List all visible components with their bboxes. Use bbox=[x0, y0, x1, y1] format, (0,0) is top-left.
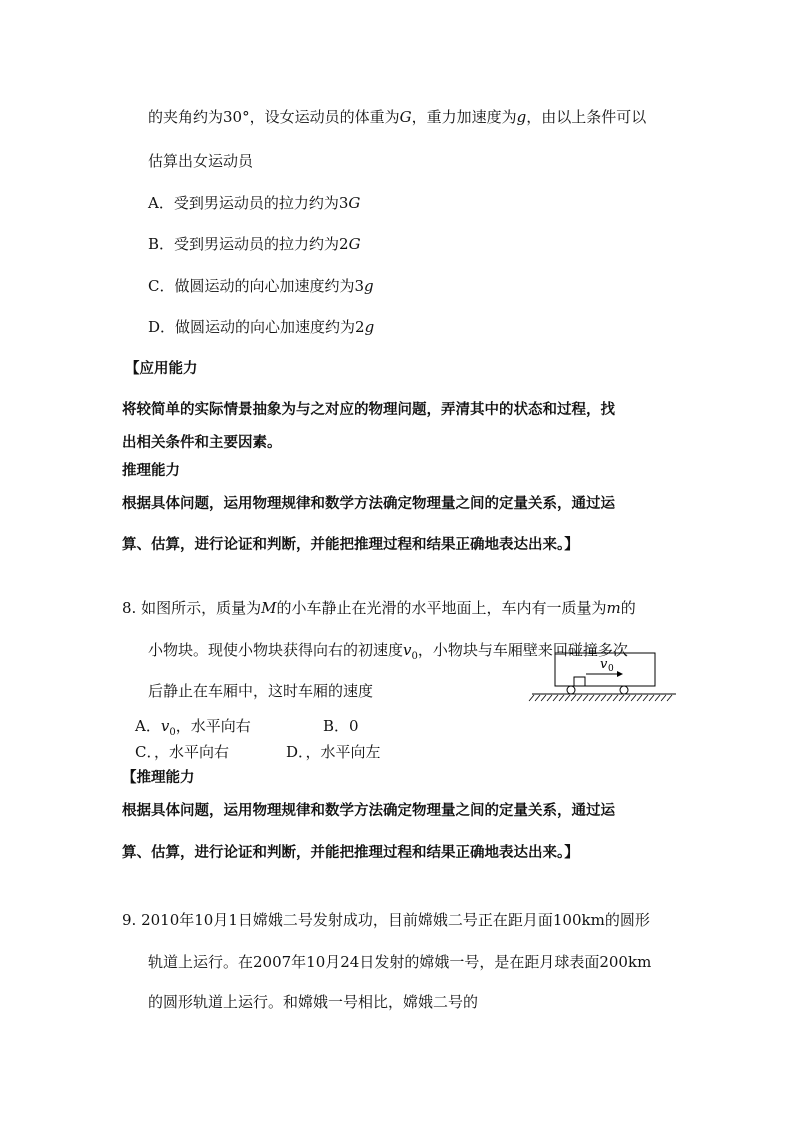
cart-figure bbox=[528, 647, 684, 705]
q9-line-3: 的圆形轨道上运行。和嫦娥一号相比，嫦娥二号的 bbox=[148, 993, 479, 1011]
q7-option-a-text: A．受到男运动员的拉力约为3 bbox=[148, 194, 349, 212]
q8-line2-text: 小物块。现使小物块获得向右的初速度 bbox=[148, 641, 404, 659]
q9-line-2: 轨道上运行。在2007年10月24日发射的嫦娥一号，是在距月球表面200km bbox=[148, 953, 652, 971]
q8-option-d: D．，水平向左 bbox=[286, 743, 381, 761]
q8-option-a-label: A． bbox=[135, 717, 161, 735]
var-m: m bbox=[606, 599, 621, 617]
var-G: G bbox=[399, 108, 412, 126]
q7-option-d-var: g bbox=[364, 318, 375, 336]
note1-text-1b: 出相关条件和主要因素。 bbox=[122, 435, 282, 451]
q7-option-d bbox=[148, 317, 374, 337]
q7-line1-text: 的夹角约为30°，设女运动员的体重为 bbox=[148, 108, 400, 126]
q7-option-a-var: G bbox=[348, 194, 361, 212]
q8-line1-mid: 的小车静止在光滑的水平地面上，车内有一质量为 bbox=[276, 599, 607, 617]
block bbox=[574, 677, 585, 686]
cart-diagram bbox=[528, 647, 684, 705]
q8-option-a-var: v bbox=[160, 717, 170, 735]
q8-option-a-sub: 0 bbox=[169, 727, 176, 738]
note2-text-a: 根据具体问题，运用物理规律和数学方法确定物理量之间的定量关系，通过运 bbox=[122, 803, 615, 819]
q8-line-3: 后静止在车厢中，这时车厢的速度 bbox=[148, 682, 374, 700]
velocity-label: v bbox=[600, 657, 608, 672]
var-M: M bbox=[261, 599, 277, 617]
q7-option-b-var: G bbox=[348, 235, 361, 253]
q8-option-a-text: ，水平向右 bbox=[175, 717, 251, 735]
velocity-subscript: 0 bbox=[608, 664, 614, 674]
note1-heading-application: 【应用能力 bbox=[125, 361, 198, 377]
note1-text-2a: 根据具体问题，运用物理规律和数学方法确定物理量之间的定量关系，通过运 bbox=[122, 496, 615, 512]
q8-line-1 bbox=[122, 598, 636, 618]
q7-option-d-text: D．做圆运动的向心加速度约为2 bbox=[148, 318, 365, 336]
q8-option-c: C．，水平向右 bbox=[135, 743, 229, 761]
note2-text-b: 算、估算，进行论证和判断，并能把推理过程和结果正确地表达出来。】 bbox=[122, 845, 579, 861]
q7-line-1 bbox=[148, 107, 646, 127]
q8-line1-post: 的 bbox=[620, 599, 636, 617]
note1-heading-reasoning: 推理能力 bbox=[122, 463, 180, 479]
q7-option-c-text: C．做圆运动的向心加速度约为3 bbox=[148, 277, 365, 295]
q7-line-2: 估算出女运动员 bbox=[148, 152, 254, 170]
q8-line1-text: 8. 如图所示，质量为 bbox=[122, 599, 262, 617]
var-v-subscript: 0 bbox=[411, 651, 418, 662]
q8-option-b: B．0 bbox=[323, 717, 359, 735]
q7-line1-mid: ，重力加速度为 bbox=[411, 108, 517, 126]
note2-heading-reasoning: 【推理能力 bbox=[122, 770, 195, 786]
q7-line1-post: ，由以上条件可以 bbox=[526, 108, 647, 126]
q9-line-1: 9. 2010年10月1日嫦娥二号发射成功，目前嫦娥二号正在距月面100km的圆形 bbox=[122, 911, 650, 929]
q7-option-b bbox=[148, 234, 361, 254]
note1-text-2b: 算、估算，进行论证和判断，并能把推理过程和结果正确地表达出来。】 bbox=[122, 537, 579, 553]
q7-option-b-text: B．受到男运动员的拉力约为2 bbox=[148, 235, 349, 253]
arrow-head bbox=[617, 671, 623, 677]
wheel-right bbox=[620, 686, 628, 694]
note1-text-1a: 将较简单的实际情景抽象为与之对应的物理问题，弄清其中的状态和过程，找 bbox=[122, 402, 615, 418]
q7-option-c bbox=[148, 276, 374, 296]
q8-option-a bbox=[135, 716, 251, 743]
wheel-left bbox=[567, 686, 575, 694]
q8-line2-post: ，小物块与车厢壁来回碰撞多次 bbox=[417, 641, 628, 659]
q7-option-c-var: g bbox=[364, 277, 374, 295]
ground-hatching bbox=[529, 695, 672, 701]
var-g: g bbox=[516, 108, 527, 126]
q7-option-a bbox=[148, 193, 360, 213]
var-v: v bbox=[403, 641, 412, 659]
